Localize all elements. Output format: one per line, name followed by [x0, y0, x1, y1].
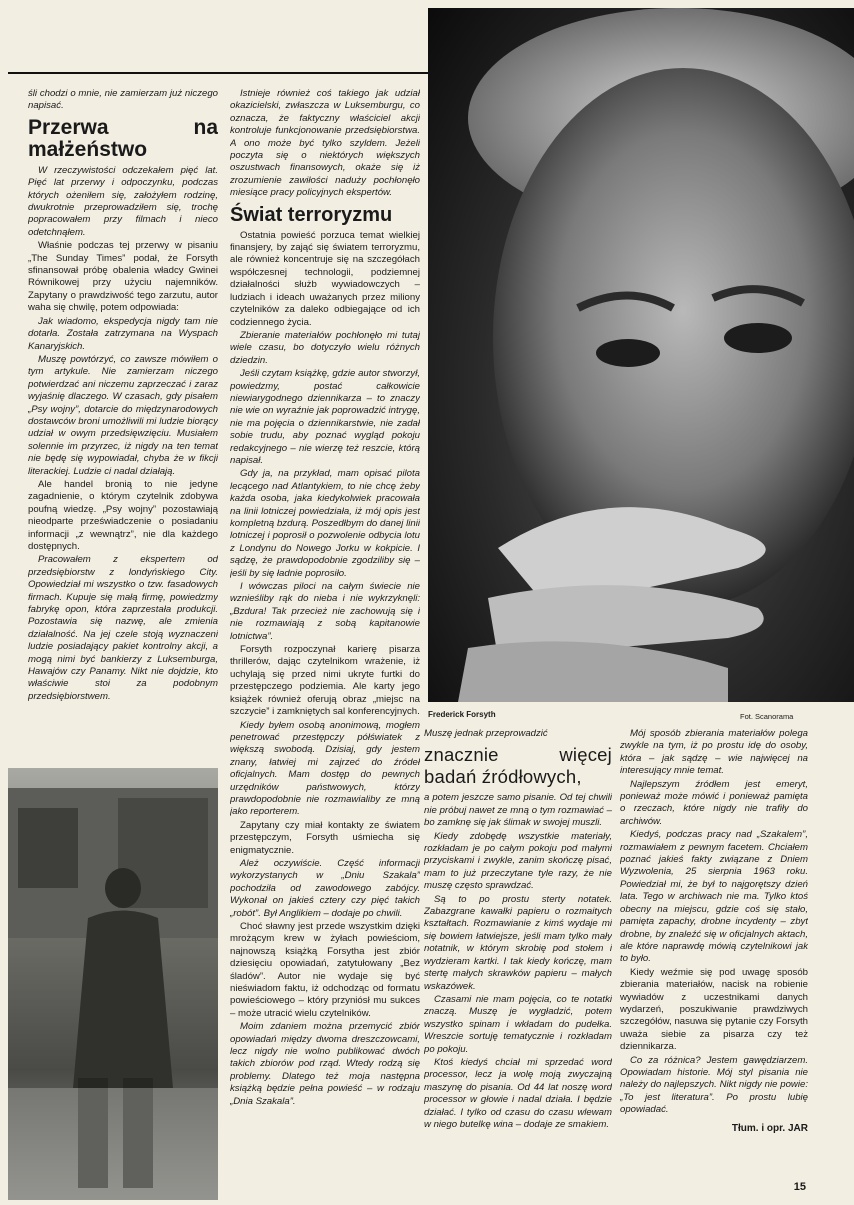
heading-swiat-terroryzmu: Świat terroryzmu: [230, 203, 393, 226]
paragraph: W rzeczywistości odczekałem pięć lat. Pięć lat przerwy i odpoczynku, podczas których ożeniłem się, założyłem rodzinę, dwukrotnie przeprowadziłem się, trochę popracowałem przy filmach i nieco odetchnąłem.: [28, 164, 218, 238]
paragraph: Istnieje również coś takiego jak udział okazicielski, zwłaszcza w Luksemburgu, co oznacza, że faktyczny właściciel akcji kontroluje funkcjonowanie przedsiębiorstwa. A ono może być tylko szyldem. Jeżeli poczyta się o niektórych większych oszustwach finansowych, okaże się iż zrozumienie zawiłości naduży pochłonęło miesiące pracy policyjnych ekspertów.: [230, 88, 420, 199]
paragraph: Choć sławny jest przede wszystkim dzięki mrożącym krew w żyłach powieściom, najnowszą książką Forsytha jest zbiór dziesięciu opowiadań, zatytułowany „Bez śladów”. Autor nie wydaje się być nieświadom faktu, iż odchodząc od formatu powieściowego – który przyniósł mu sukces – może utracić wielu czytelników.: [230, 921, 420, 1019]
paragraph: Muszę powtórzyć, co zawsze mówiłem o tym artykule. Nie zamierzam niczego potwierdzać ani niczemu zaprzeczać i zaraz wyjaśnię dlaczego. W czasach, gdy pisałem „Psy wojny”, dotarcie do międzynarodowych dostawców broni umożliwili mi ludzie biorący udział w owym przedsięwzięciu. Musiałem solennie im przyrzec, iż nigdy na ten temat nie będę się wypowiadał, chyba że w fikcji literackiej. Ludzie ci nadal działają.: [28, 353, 218, 477]
paragraph: Pracowałem z ekspertem od przedsiębiorstw z londyńskiego City. Opowiedział mi wszystko o tzw. fasadowych firmach. Kupuje się małą firmę, powiedzmy fabrykę opon, która zaprzestała produkcji. Pozostawia się nazwę, ale zmienia działalność. Na jej czele stoją wyznaczeni ludzie posiadający pakiet kontrolny akcji, a mogą nimi być bankierzy z Luksemburga, Hawajów czy Panamy. Nikt nie dojdzie, kto właściwie stoi za podobnym przedsiębiorstwem.: [28, 554, 218, 702]
paragraph: Kiedy weźmie się pod uwagę sposób zbierania materiałów, nacisk na robienie wywiadów z uczestnikami danych wydarzeń, poszukiwanie prawdziwych szczegółów, nasuwa się pytanie czy Forsyth uważa siebie za pisarza czy też dziennikarza.: [620, 966, 808, 1053]
paragraph: Moim zdaniem można przemycić zbiór opowiadań między dwoma dreszczowcami, lecz nigdy nie wolno publikować dwóch takich zbiorów pod rząd. Wtedy rodzą się problemy. Dlatego też moja następna książką będzie pełna powieść – w rodzaju „Dnia Szakala”.: [230, 1021, 420, 1107]
paragraph: Najlepszym źródłem jest emeryt, ponieważ może mówić i ponieważ pamięta o rzeczach, które nigdy nie trafiły do archiwów.: [620, 778, 808, 827]
paragraph: Są to po prostu sterty notatek. Zabazgrane kawałki papieru o rozmaitych kształtach. Rozmawianie z kimś wydaje mi się bowiem łatwiejsze, jeśli mam tylko mały notatnik, w którym skrobię pod stołem i wydzieram kartki. I tak kiedy kończę, mam stertę małych skrawków papieru – małych wskazówek.: [424, 893, 612, 992]
top-rule: [8, 72, 428, 74]
paragraph: Gdy ja, na przykład, mam opisać pilota lecącego nad Atlantykiem, to nie chcę żeby każda osoba, jaka kiedykolwiek pracowała na linii lotniczej powiedziała, iż mój opis jest kompletną bzdurą. Poszedłbym do danej linii lotniczej i poprosił o pozwolenie odbycia lotu z Londynu do Nowego Jorku w kokpicie. I sądzę, że prawdopodobnie zgodziliby się – jeśli by się ładnie poprosiło.: [230, 468, 420, 579]
photo-caption: Frederick Forsyth: [428, 710, 496, 719]
paragraph: Ależ oczywiście. Część informacji wykorzystanych w „Dniu Szakala” pochodziła od zawodowego zabójcy. Wykonał on jakieś cztery czy pięć takich „robót”. Był Anglikiem – dodaje po chwili.: [230, 857, 420, 919]
soldier-photo: [8, 768, 218, 1200]
paragraph: Jeśli czytam książkę, gdzie autor stworzył, powiedzmy, postać całkowicie niewiarygodnego dziennikarza – to znaczy nie wie on wyraźnie jak poprowadzić intrygę, nie ma pojęcia o dziennikarstwie, nie zadał sobie trudu, aby poznać wygląd pokoju redakcyjnego – nie wierzę też reszcie, którą napisał.: [230, 368, 420, 466]
author-portrait-photo: [428, 8, 854, 702]
paragraph: Zbieranie materiałów pochłonęło mi tutaj wiele czasu, bo dotyczyło wielu różnych dziedzin.: [230, 329, 420, 366]
heading-przerwa: Przerwa na małżeństwo: [28, 115, 218, 161]
paragraph: Ktoś kiedyś chciał mi sprzedać word processor, lecz ja wolę moją zwyczajną maszynę do pisania. Od 44 lat noszę word processor w głowie i nadal działa. I będzie działać. I tylko od czasu do czasu wlewam w niego butelkę wina – dodaje ze smakiem.: [424, 1056, 612, 1130]
paragraph: a potem jeszcze samo pisanie. Od tej chwili nie próbuj nawet ze mną o tym rozmawiać – bo zamknę się jak ślimak w swojej muszli.: [424, 792, 612, 829]
paragraph: I wówczas piloci na całym świecie nie wznieśliby rąk do nieba i nie wykrzyknęli: „Bzdura! Tak przecież nie zachowują się i nie rozmawiają z sobą kapitanowie lotnictwa”.: [230, 581, 420, 642]
paragraph: Co za różnica? Jestem gawędziarzem. Opowiadam historie. Mój styl pisania nie należy do najlepszych. Nikt nigdy nie powie: „To jest literatura”. Po prostu lubię opowiadać.: [620, 1054, 808, 1116]
photo-credit: Fot. Scanorama: [740, 712, 794, 721]
heading-badan-zrodlowych: znacznie więcej badań źródłowych,: [424, 744, 612, 788]
column-1: [28, 88, 218, 738]
paragraph: Kiedy byłem osobą anonimową, mogłem penetrować przestępczy półświatek z większą swobodą. Dzisiaj, gdy jestem znany, łatwiej mi zajrzeć do źródeł oficjalnych. Mam dostęp do pewnych urzędników państwowych, którzy prawdopodobnie nie rozmawialiby ze mną jako reporterem.: [230, 719, 420, 818]
paragraph: Mój sposób zbierania materiałów polega zwykle na tym, iż po prostu idę do osoby, która – jak sądzę – wie najwięcej na interesujący mnie temat.: [620, 728, 808, 777]
translator-signature: Tłum. i opr. JAR: [731, 1122, 808, 1134]
page-number: 15: [793, 1181, 806, 1193]
column-4: [620, 728, 808, 1168]
column-2: [230, 88, 420, 1163]
paragraph: Kiedyś, podczas pracy nad „Szakalem”, rozmawiałem z pewnym facetem. Chciałem poznać jakieś fakty związane z Dniem Wyzwolenia, 25 sierpnia 1963 roku. Powiedział mi, że był to najgorętszy dzień lata. Tego w archiwach nie ma. Tylko ktoś obecny na miejscu, gdzie coś się stało, pamięta zapachy, drobne incydenty – zbyt drobne, by znaleźć się w oficjalnych aktach, ale które naprawdę mówią czytelnikowi jak to było.: [620, 829, 808, 965]
paragraph: Czasami nie mam pojęcia, co te notatki znaczą. Muszę je wygładzić, potem wszystko spinam i wkładam do pudełka. Wreszcie sortuję tematycznie i rozkładam po pokoju.: [424, 993, 612, 1055]
paragraph: Jak wiadomo, ekspedycja nigdy tam nie dotarła. Została zatrzymana na Wyspach Kanaryjskich.: [28, 315, 218, 352]
soldier-illustration: [8, 768, 218, 1200]
column-3-lead: Muszę jednak przeprowadzić: [424, 728, 548, 739]
column-3: [424, 728, 612, 1168]
paragraph: Kiedy zdobędę wszystkie materiały, rozkładam je po całym pokoju pod małymi przyciskami i zwykle, zanim skończę pisać, mam to już przeczytane tyle razy, że nie muszę często sprawdzać.: [424, 830, 612, 892]
portrait-illustration: [428, 8, 854, 702]
paragraph: Ale handel bronią to nie jedyne zagadnienie, o którym czytelnik zdobywa poufną wiedzę. „Psy wojny” pozostawiają nieodparte przeświadczenie o posiadaniu informacji „z wewnątrz”, nie dla każdego dostępnych.: [28, 478, 218, 552]
column-1-lead: śli chodzi o mnie, nie zamierzam już niczego napisać.: [28, 88, 218, 112]
paragraph: Zapytany czy miał kontakty ze światem przestępczym, Forsyth uśmiecha się enigmatycznie.: [230, 819, 420, 856]
paragraph: Forsyth rozpoczynał karierę pisarza thrillerów, dając czytelnikom wrażenie, iż uchylają się przed nimi ukryte furtki do przestępczego podziemia. Ale karty jego książek również oferują obraz „miejsc na szczycie” i zamkniętych sal konferencyjnych.: [230, 644, 420, 718]
paragraph: Ostatnia powieść porzuca temat wielkiej finansjery, by zająć się światem terroryzmu, ale również koncentruje się na szczegółach współczesnej technologii, podziemnej działalności służb wywiadowczych – ludziach i ideach uważanych przez miliony czytelników za daleko odbiegające od ich codziennego życia.: [230, 229, 420, 328]
paragraph: Właśnie podczas tej przerwy w pisaniu „The Sunday Times” podał, że Forsyth sfinansował próbę obalenia władcy Gwinei Równikowej przy użyciu najemników. Zapytany o prawdziwość tego zarzutu, autor waha się chwilę, potem odpowiada:: [28, 240, 218, 314]
